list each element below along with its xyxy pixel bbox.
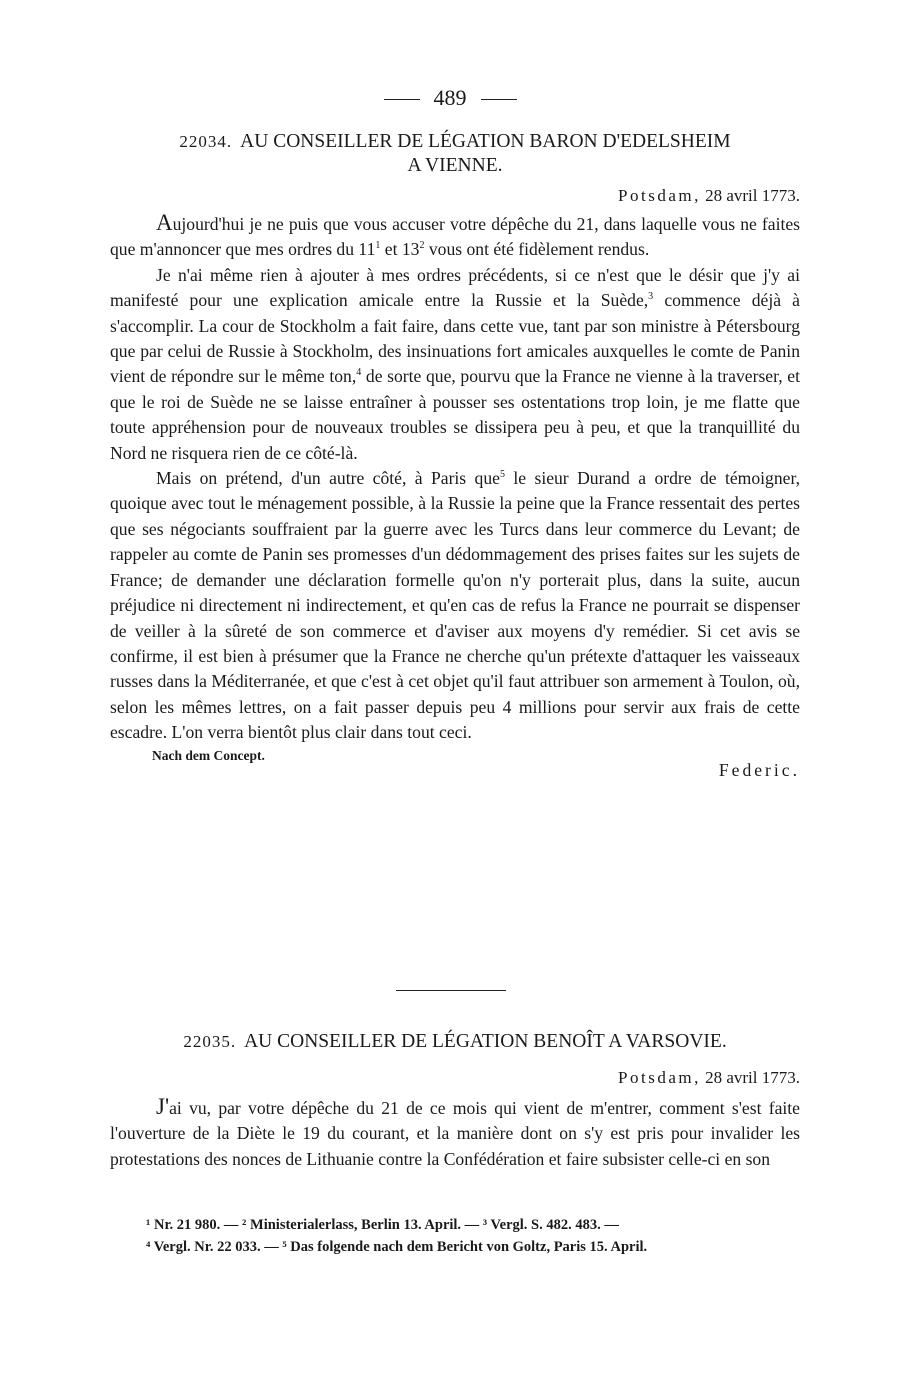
date-rest: 28 avril 1773. [705,1068,800,1087]
folio-dash-right [481,99,517,100]
paragraph-text: et 13 [380,239,420,260]
section-divider [396,990,506,991]
footnote-ref: 3 [648,291,654,303]
paragraph-text: commence déjà à s'accomplir. La cour de Stockholm a fait faire, dans cette vue, tant par son ministre à Pétersbourg que par celui de Russie à Stockholm, des insinuations fort amicales auxquelles le comte de Panin vient de répondre sur le même ton, [110,290,800,387]
paragraph [110,210,800,263]
paragraph [110,466,800,745]
paragraph-text: le sieur Durand a ordre de témoigner, quoique avec tout le ménagement possible, à la Russie la peine que la France ressentait des pertes que ses négociants souffraient par la guerre avec les Turcs dans leur commerce du Levant; de rappeler au comte de Panin ses promesses d'un dédommagement des prises faites sur les sujets de France; de demander une déclaration formelle qu'on n'y porterait plus, dans la suite, aucun préjudice ni directement ni indirectement, et qu'en cas de refus la France ne pourrait se dispenser de veiller à la sûreté de son commerce et d'aviser aux moyens d'y remédier. Si cet avis se confirme, il est bien à présumer que la France ne cherche qu'un prétexte d'attaquer les vaisseaux russes dans la Méditerranée, et que c'est à cet objet qu'il faut attribuer son armement à Toulon, où, selon les mêmes lettres, on a fait passer depuis peu 4 millions pour servir aux frais de cette escadre. L'on verra bientôt plus clair dans tout ceci. [110,468,800,743]
letter-heading [110,1030,800,1054]
paragraph-text: Mais on prétend, d'un autre côté, à Paris que [156,468,500,489]
letter-body [110,1094,800,1172]
dateline [110,1066,800,1090]
footnote-line: ⁴ Vergl. Nr. 22 033. — ⁵ Das folgende nach dem Bericht von Goltz, Paris 15. April. [146,1239,648,1255]
letter-body [110,210,800,746]
date-place: Potsdam, [618,1068,701,1087]
footnote-ref: 1 [375,240,381,252]
paragraph [110,1094,800,1172]
paragraph-text: Je n'ai même rien à ajouter à mes ordres précédents, si ce n'est que le désir que j'y ai manifesté pour une explication amicale entre la Russie et la Suède, [110,264,800,311]
footnotes [110,1214,800,1258]
signature: Federic. [718,759,800,780]
letter-22035 [110,1030,800,1172]
letter-22034 [110,130,800,780]
page-number [0,84,900,112]
letter-heading [110,130,800,154]
date-place: Potsdam, [618,186,701,205]
page-number-text: 489 [433,85,467,110]
footnote-line: ¹ Nr. 21 980. — ² Ministerialerlass, Berlin 13. April. — ³ Vergl. S. 482. 483. — [146,1217,619,1233]
paragraph-text: vous ont été fidèlement rendus. [424,239,650,260]
signature-line [110,747,800,780]
folio-dash-left [384,99,420,100]
dateline [110,184,800,208]
footnote-ref: 5 [499,469,505,481]
letter-title-line2: A VIENNE. [407,155,503,176]
letter-number: 22035. [183,1032,237,1051]
footnote-ref: 4 [356,367,362,379]
letter-title: AU CONSEILLER DE LÉGATION BENOÎT A VARSOVIE. [244,1031,727,1052]
date-rest: 28 avril 1773. [705,186,800,205]
source-note: Nach dem Concept. [152,747,265,763]
paragraph-text: J'ai vu, par votre dépêche du 21 de ce mois qui vient de m'entrer, comment s'est faite l'ouverture de la Diète le 19 du courant, et la manière dont on s'y est pris pour invalider les protestations des nonces de Lithuanie contre la Confédération et faire subsister celle-ci en son [110,1094,800,1169]
paragraph [110,263,800,466]
paragraph-text: Aujourd'hui je ne puis que vous accuser votre dépêche du 21, dans laquelle vous ne faites que m'annoncer que mes ordres du 11 [110,210,800,260]
letter-title-line1: AU CONSEILLER DE LÉGATION BARON D'EDELSHEIM [240,131,731,152]
letter-number: 22034. [179,132,233,151]
footnote-ref: 2 [419,240,425,252]
paragraph-text: de sorte que, pourvu que la France ne vienne à la traverser, et que le roi de Suède ne se laisse entraîner à pousser ses ostentations trop loin, je me flatte que toute appréhension pour de nouveaux troubles se dissipera peu à peu, et que la tranquillité du Nord ne risquera rien de ce côté-là. [110,366,800,463]
